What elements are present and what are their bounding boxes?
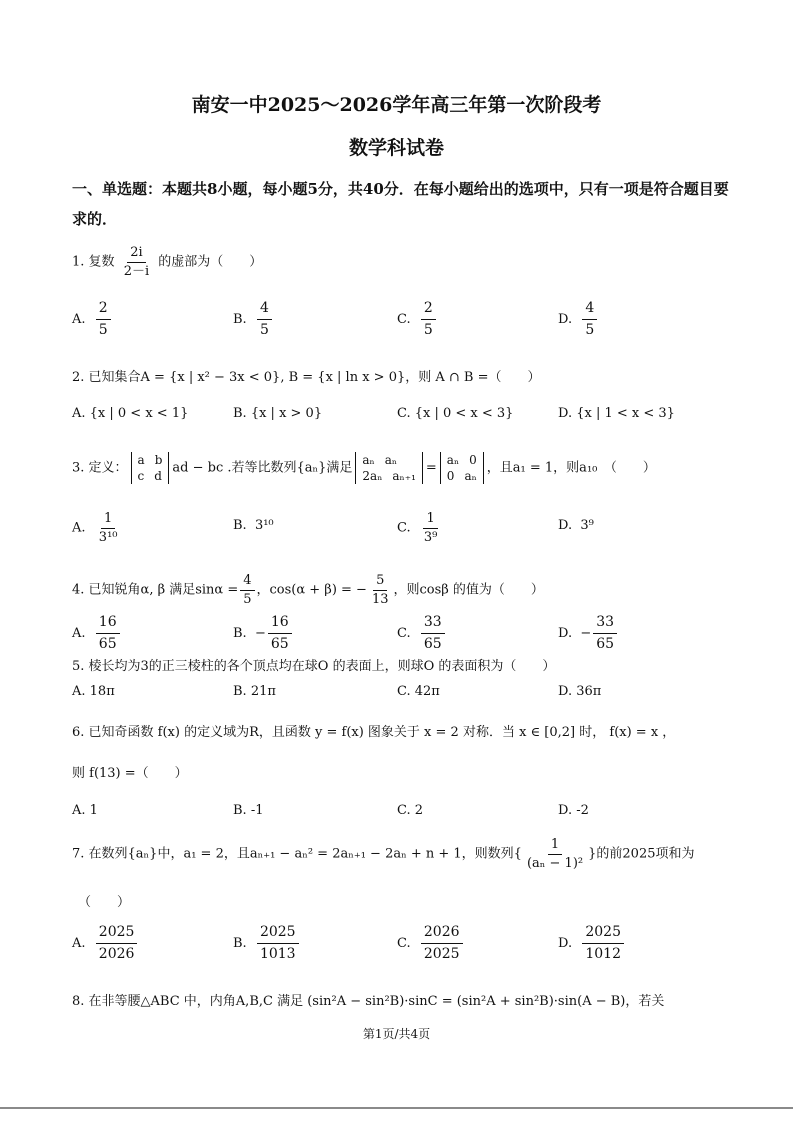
question-2: 2. 已知集合A = {x | x² − 3x < 0}, B = {x | ln x > 0}，则 A ∩ B =（ ） [72,370,541,385]
question-1 [72,244,262,280]
q3-option-c: C. $\frac{1}{\text{3⁹}}$ [397,511,438,545]
q1-option-d: D. $\frac{4}{5}$ [558,298,599,341]
q5-option-c: C. 42π [397,684,440,699]
q6-option-c: C. 2 [397,803,424,818]
bottom-divider [0,1107,793,1109]
question-3: 3. 定义： a b c d ad − bc .若等比数列{aₙ}满足 aₙ aₙ 2aₙ aₙ₊₁ = aₙ 0 0 aₙ ，且a₁ = 1，则a₁₀ （ ） [72,453,656,483]
q1-stem: 1. 复数 [72,254,115,270]
q3-option-d: D. 3⁹ [558,518,594,533]
q3-determinant-left: aₙ aₙ 2aₙ aₙ₊₁ [355,452,422,484]
q2-option-a: A. {x | 0 < x < 1} [72,406,189,421]
q7-option-d: D. $\frac{2025}{1012}$ [558,922,626,965]
q3-determinant-def: a b c d [131,452,170,484]
q7-option-c: C. $\frac{2026}{2025}$ [397,922,465,965]
question-4: 4. 已知锐角α, β 满足sinα = $\frac{4}{5}$ ，cos(α + β) = − $\frac{5}{13}$ ，则cosβ 的值为（ ） [72,573,544,607]
q6-option-b: B. -1 [233,803,264,818]
q2-option-d: D. {x | 1 < x < 3} [558,406,675,421]
question-7: 7. 在数列{aₙ}中，a₁ = 2，且aₙ₊₁ − aₙ² = 2aₙ₊₁ − 2aₙ + n + 1，则数列{ $\frac{1}{\text{(aₙ − 1)²}}$ }的前2025项和为 [72,837,695,871]
q4-option-b: B. − $\frac{16}{65}$ [233,612,294,655]
q3-option-a: A. $\frac{1}{\text{3¹⁰}}$ [72,511,118,545]
question-6-cont: 则 f(13) =（ ） [72,766,188,781]
q4-option-d: D. − $\frac{33}{65}$ [558,612,619,655]
section-heading: 一、单选题：本题共8小题，每小题5分，共40分．在每小题给出的选项中，只有一项是符合题目要求的． [72,180,729,228]
q1-option-a: A. $\frac{2}{5}$ [72,298,113,341]
q6-option-a: A. 1 [72,803,98,818]
question-8: 8. 在非等腰△ABC 中，内角A,B,C 满足 (sin²A − sin²B)·sinC = (sin²A + sin²B)·sin(A − B)，若关 [72,994,665,1009]
exam-title: 南安一中2025～2026学年高三年第一次阶段考 [191,94,602,116]
q6-option-d: D. -2 [558,803,589,818]
q3-option-b: B. 3¹⁰ [233,518,274,533]
question-5: 5. 棱长均为3的正三棱柱的各个顶点均在球O 的表面上，则球O 的表面积为（ ） [72,659,556,674]
q5-option-d: D. 36π [558,684,602,699]
q2-option-b: B. {x | x > 0} [233,406,323,421]
q3-determinant-right: aₙ 0 0 aₙ [440,452,484,484]
q1-fraction: $\frac{2i}{2-i}$ [123,245,150,279]
q5-option-a: A. 18π [72,684,115,699]
question-6: 6. 已知奇函数 f(x) 的定义域为R，且函数 y = f(x) 图象关于 x = 2 对称．当 x ∈ [0,2] 时， f(x) = x ， [72,725,676,740]
q7-option-a: A. $\frac{2025}{2026}$ [72,922,139,965]
q1-option-c: C. $\frac{2}{5}$ [397,298,438,341]
q4-option-c: C. $\frac{33}{65}$ [397,612,447,655]
q2-option-c: C. {x | 0 < x < 3} [397,406,514,421]
q5-option-b: B. 21π [233,684,276,699]
q1-option-b: B. $\frac{4}{5}$ [233,298,274,341]
page-footer: 第1页/共4页 [362,1027,431,1041]
q4-option-a: A. $\frac{16}{65}$ [72,612,122,655]
q7-option-b: B. $\frac{2025}{1013}$ [233,922,301,965]
question-7-cont: （ ） [78,895,131,910]
q1-tail: 的虚部为（ ） [158,254,263,270]
exam-subtitle: 数学科试卷 [348,137,444,159]
